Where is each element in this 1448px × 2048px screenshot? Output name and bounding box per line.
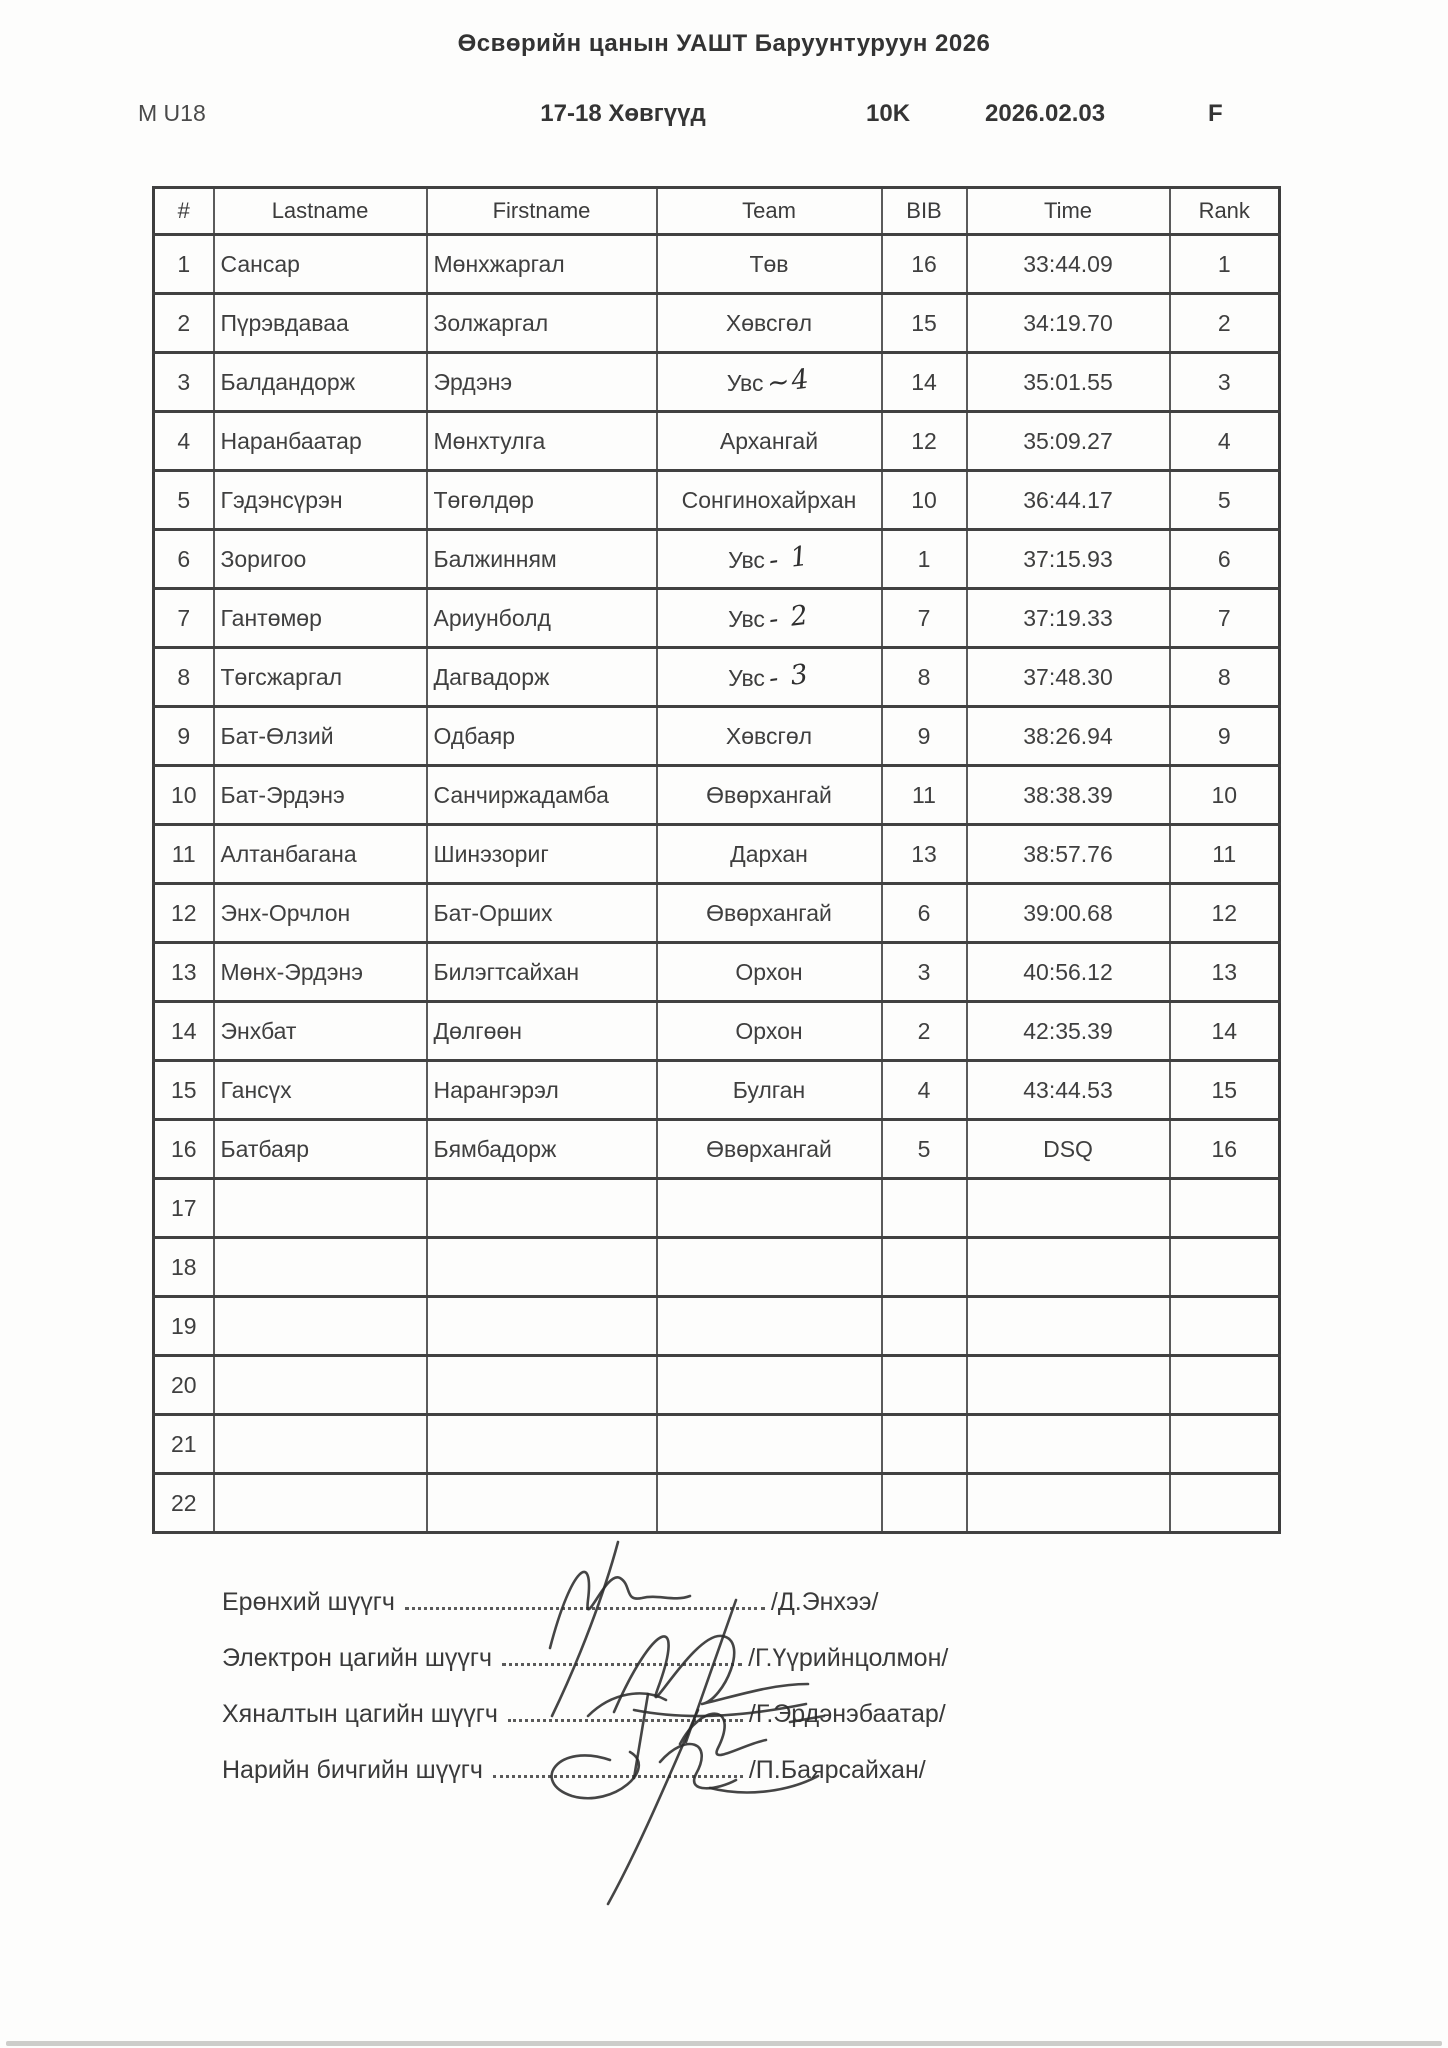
cell-rank: 5 <box>1170 471 1280 530</box>
cell-firstname: Билэгтсайхан <box>427 943 657 1002</box>
cell-lastname: Сансар <box>214 235 427 294</box>
cell-time: 37:19.33 <box>967 589 1170 648</box>
cell-team <box>657 1061 882 1120</box>
table-row <box>154 943 1280 1002</box>
cell-lastname <box>214 1356 427 1415</box>
results-table-body <box>154 235 1280 1533</box>
header-bib: BIB <box>882 188 967 235</box>
cell-team <box>657 648 882 707</box>
table-row <box>154 1061 1280 1120</box>
cell-rank: 3 <box>1170 353 1280 412</box>
table-row <box>154 766 1280 825</box>
cell-rank: 12 <box>1170 884 1280 943</box>
row-number: 9 <box>154 707 214 766</box>
cell-lastname: Энх-Орчлон <box>214 884 427 943</box>
cell-time: 35:09.27 <box>967 412 1170 471</box>
official-role: Ерөнхий шүүгч <box>222 1588 395 1616</box>
signature-line <box>222 1756 1262 1812</box>
cell-lastname: Мөнх-Эрдэнэ <box>214 943 427 1002</box>
cell-bib: 3 <box>882 943 967 1002</box>
cell-rank <box>1170 1297 1280 1356</box>
team-name: Хөвсгөл <box>725 722 813 749</box>
team-name: Булган <box>732 1076 806 1103</box>
table-row <box>154 235 1280 294</box>
cell-lastname: Төгсжаргал <box>214 648 427 707</box>
team-name: Увс <box>728 664 765 691</box>
signature-line <box>222 1588 1262 1644</box>
row-number: 13 <box>154 943 214 1002</box>
cell-firstname <box>427 1238 657 1297</box>
cell-lastname <box>214 1238 427 1297</box>
cell-rank: 15 <box>1170 1061 1280 1120</box>
official-name: /Г.Үүрийнцолмон/ <box>748 1644 949 1672</box>
cell-lastname <box>214 1415 427 1474</box>
cell-rank: 8 <box>1170 648 1280 707</box>
official-role: Электрон цагийн шүүгч <box>222 1644 493 1672</box>
cell-time: 39:00.68 <box>967 884 1170 943</box>
cell-rank: 4 <box>1170 412 1280 471</box>
handwritten-team-number: ~4 <box>765 362 813 400</box>
cell-team <box>657 1120 882 1179</box>
cell-firstname: Санчиржадамба <box>427 766 657 825</box>
cell-lastname <box>214 1297 427 1356</box>
cell-time <box>967 1238 1170 1297</box>
cell-bib: 2 <box>882 1002 967 1061</box>
cell-firstname: Бат-Орших <box>427 884 657 943</box>
cell-time <box>967 1297 1170 1356</box>
cell-rank <box>1170 1415 1280 1474</box>
table-header-row <box>154 188 1280 235</box>
cell-bib <box>882 1179 967 1238</box>
team-name: Сонгинохайрхан <box>681 486 857 513</box>
cell-firstname: Бямбадорж <box>427 1120 657 1179</box>
cell-rank <box>1170 1356 1280 1415</box>
cell-rank: 1 <box>1170 235 1280 294</box>
cell-time: 38:38.39 <box>967 766 1170 825</box>
cell-bib: 9 <box>882 707 967 766</box>
cell-time: 38:26.94 <box>967 707 1170 766</box>
table-row <box>154 471 1280 530</box>
cell-time <box>967 1356 1170 1415</box>
cell-time: 37:48.30 <box>967 648 1170 707</box>
cell-team <box>657 1238 882 1297</box>
row-number: 14 <box>154 1002 214 1061</box>
cell-team <box>657 884 882 943</box>
cell-bib: 13 <box>882 825 967 884</box>
cell-firstname <box>427 1474 657 1533</box>
dotted-line <box>493 1759 743 1778</box>
team-name: Өвөрхангай <box>706 781 832 808</box>
cell-firstname: Төгөлдөр <box>427 471 657 530</box>
official-name: /Г.Эрдэнэбаатар/ <box>748 1700 946 1728</box>
cell-firstname: Ариунболд <box>427 589 657 648</box>
team-name: Увс <box>728 605 765 632</box>
table-row <box>154 589 1280 648</box>
row-number: 1 <box>154 235 214 294</box>
handwritten-team-number: - 3 <box>767 658 812 694</box>
cell-time <box>967 1474 1170 1533</box>
team-name: Увс <box>726 369 764 396</box>
official-role: Хяналтын цагийн шүүгч <box>222 1700 498 1728</box>
cell-rank <box>1170 1238 1280 1297</box>
table-row <box>154 1002 1280 1061</box>
cell-team <box>657 353 882 412</box>
cell-rank: 10 <box>1170 766 1280 825</box>
cell-lastname: Гансүх <box>214 1061 427 1120</box>
cell-team <box>657 707 882 766</box>
cell-bib: 12 <box>882 412 967 471</box>
cell-bib: 11 <box>882 766 967 825</box>
cell-time: 42:35.39 <box>967 1002 1170 1061</box>
cell-team <box>657 766 882 825</box>
cell-lastname: Наранбаатар <box>214 412 427 471</box>
table-row <box>154 1415 1280 1474</box>
cell-lastname <box>214 1474 427 1533</box>
cell-bib: 15 <box>882 294 967 353</box>
table-row <box>154 1238 1280 1297</box>
cell-bib: 8 <box>882 648 967 707</box>
event-name: 17-18 Хөвгүүд <box>540 100 706 127</box>
cell-time: 33:44.09 <box>967 235 1170 294</box>
cell-firstname <box>427 1179 657 1238</box>
cell-bib: 5 <box>882 1120 967 1179</box>
cell-team <box>657 825 882 884</box>
team-name: Архангай <box>719 427 819 454</box>
cell-time: 37:15.93 <box>967 530 1170 589</box>
team-name: Увс <box>728 546 765 573</box>
cell-rank: 9 <box>1170 707 1280 766</box>
cell-lastname: Алтанбагана <box>214 825 427 884</box>
row-number: 3 <box>154 353 214 412</box>
cell-time: DSQ <box>967 1120 1170 1179</box>
signature-line <box>222 1644 1262 1700</box>
cell-team <box>657 530 882 589</box>
cell-time: 40:56.12 <box>967 943 1170 1002</box>
row-number: 7 <box>154 589 214 648</box>
cell-bib: 4 <box>882 1061 967 1120</box>
cell-lastname: Зоригоо <box>214 530 427 589</box>
cell-team <box>657 943 882 1002</box>
header-team: Team <box>657 188 882 235</box>
table-row <box>154 884 1280 943</box>
cell-bib: 16 <box>882 235 967 294</box>
team-name: Хөвсгөл <box>725 309 813 336</box>
row-number: 19 <box>154 1297 214 1356</box>
team-name: Төв <box>749 250 789 277</box>
table-row <box>154 1120 1280 1179</box>
cell-time: 35:01.55 <box>967 353 1170 412</box>
row-number: 15 <box>154 1061 214 1120</box>
results-table <box>152 186 1281 1534</box>
cell-team <box>657 1356 882 1415</box>
cell-firstname: Шинэзориг <box>427 825 657 884</box>
cell-time <box>967 1415 1170 1474</box>
cell-rank: 16 <box>1170 1120 1280 1179</box>
cell-team <box>657 1474 882 1533</box>
cell-bib <box>882 1238 967 1297</box>
event-date: 2026.02.03 <box>985 100 1106 127</box>
row-number: 22 <box>154 1474 214 1533</box>
cell-rank: 14 <box>1170 1002 1280 1061</box>
cell-bib <box>882 1356 967 1415</box>
cell-team <box>657 589 882 648</box>
cell-rank: 7 <box>1170 589 1280 648</box>
header-time: Time <box>967 188 1170 235</box>
table-row <box>154 1356 1280 1415</box>
cell-lastname: Гантөмөр <box>214 589 427 648</box>
cell-firstname: Дөлгөөн <box>427 1002 657 1061</box>
distance-label: 10K <box>866 100 911 127</box>
cell-firstname <box>427 1297 657 1356</box>
cell-time: 34:19.70 <box>967 294 1170 353</box>
cell-firstname: Балжинням <box>427 530 657 589</box>
cell-rank: 6 <box>1170 530 1280 589</box>
cell-firstname <box>427 1356 657 1415</box>
cell-rank <box>1170 1474 1280 1533</box>
row-number: 12 <box>154 884 214 943</box>
table-row <box>154 294 1280 353</box>
cell-rank: 13 <box>1170 943 1280 1002</box>
team-name: Орхон <box>735 958 803 985</box>
official-name: /П.Баярсайхан/ <box>748 1756 926 1784</box>
cell-lastname: Балдандорж <box>214 353 427 412</box>
cell-time: 36:44.17 <box>967 471 1170 530</box>
team-name: Дархан <box>730 840 808 867</box>
scan-edge-artifact <box>6 2041 1442 2046</box>
cell-firstname: Нарангэрэл <box>427 1061 657 1120</box>
cell-rank: 2 <box>1170 294 1280 353</box>
cell-bib <box>882 1474 967 1533</box>
cell-team <box>657 294 882 353</box>
cell-bib: 10 <box>882 471 967 530</box>
cell-team <box>657 412 882 471</box>
cell-team <box>657 1002 882 1061</box>
cell-bib <box>882 1415 967 1474</box>
cell-lastname: Энхбат <box>214 1002 427 1061</box>
table-row <box>154 353 1280 412</box>
handwritten-team-number: - 1 <box>767 540 812 576</box>
row-number: 4 <box>154 412 214 471</box>
dotted-line <box>502 1647 742 1666</box>
cell-time: 43:44.53 <box>967 1061 1170 1120</box>
cell-firstname: Мөнхтулга <box>427 412 657 471</box>
cell-lastname: Пүрэвдаваа <box>214 294 427 353</box>
cell-team <box>657 235 882 294</box>
table-row <box>154 1297 1280 1356</box>
table-row <box>154 707 1280 766</box>
cell-firstname <box>427 1415 657 1474</box>
cell-bib <box>882 1297 967 1356</box>
cell-lastname <box>214 1179 427 1238</box>
team-name: Орхон <box>735 1017 803 1044</box>
cell-firstname: Одбаяр <box>427 707 657 766</box>
table-row <box>154 1474 1280 1533</box>
cell-bib: 14 <box>882 353 967 412</box>
row-number: 8 <box>154 648 214 707</box>
cell-time: 38:57.76 <box>967 825 1170 884</box>
cell-rank <box>1170 1179 1280 1238</box>
table-row <box>154 1179 1280 1238</box>
cell-time <box>967 1179 1170 1238</box>
table-row <box>154 825 1280 884</box>
team-name: Өвөрхангай <box>706 899 832 926</box>
event-meta-row <box>0 100 1448 134</box>
cell-lastname: Гэдэнсүрэн <box>214 471 427 530</box>
cell-lastname: Батбаяр <box>214 1120 427 1179</box>
row-number: 20 <box>154 1356 214 1415</box>
document-title: Өсвөрийн цанын УАШТ Баруунтуруун 2026 <box>457 30 991 57</box>
header-number: # <box>154 188 214 235</box>
row-number: 2 <box>154 294 214 353</box>
row-number: 11 <box>154 825 214 884</box>
dotted-line <box>405 1591 765 1610</box>
cell-firstname: Золжаргал <box>427 294 657 353</box>
cell-lastname: Бат-Өлзий <box>214 707 427 766</box>
cell-firstname: Эрдэнэ <box>427 353 657 412</box>
signature-block <box>222 1588 1262 1812</box>
cell-bib: 1 <box>882 530 967 589</box>
table-row <box>154 530 1280 589</box>
cell-team <box>657 1415 882 1474</box>
header-lastname: Lastname <box>214 188 427 235</box>
row-number: 5 <box>154 471 214 530</box>
cell-firstname: Мөнхжаргал <box>427 235 657 294</box>
cell-team <box>657 1179 882 1238</box>
table-row <box>154 648 1280 707</box>
cell-rank: 11 <box>1170 825 1280 884</box>
cell-team <box>657 471 882 530</box>
cell-team <box>657 1297 882 1356</box>
cell-bib: 7 <box>882 589 967 648</box>
team-name: Өвөрхангай <box>706 1135 832 1162</box>
row-number: 21 <box>154 1415 214 1474</box>
row-number: 18 <box>154 1238 214 1297</box>
dotted-line <box>508 1703 743 1722</box>
cell-firstname: Дагвадорж <box>427 648 657 707</box>
technique-label: F <box>1208 100 1223 127</box>
signature-line <box>222 1700 1262 1756</box>
cell-lastname: Бат-Эрдэнэ <box>214 766 427 825</box>
official-name: /Д.Энхээ/ <box>770 1588 879 1616</box>
header-rank: Rank <box>1170 188 1280 235</box>
row-number: 6 <box>154 530 214 589</box>
header-firstname: Firstname <box>427 188 657 235</box>
row-number: 16 <box>154 1120 214 1179</box>
table-row <box>154 412 1280 471</box>
row-number: 17 <box>154 1179 214 1238</box>
row-number: 10 <box>154 766 214 825</box>
official-role: Нарийн бичгийн шүүгч <box>222 1756 483 1784</box>
cell-bib: 6 <box>882 884 967 943</box>
category-label: M U18 <box>138 100 206 126</box>
handwritten-team-number: - 2 <box>767 599 812 635</box>
